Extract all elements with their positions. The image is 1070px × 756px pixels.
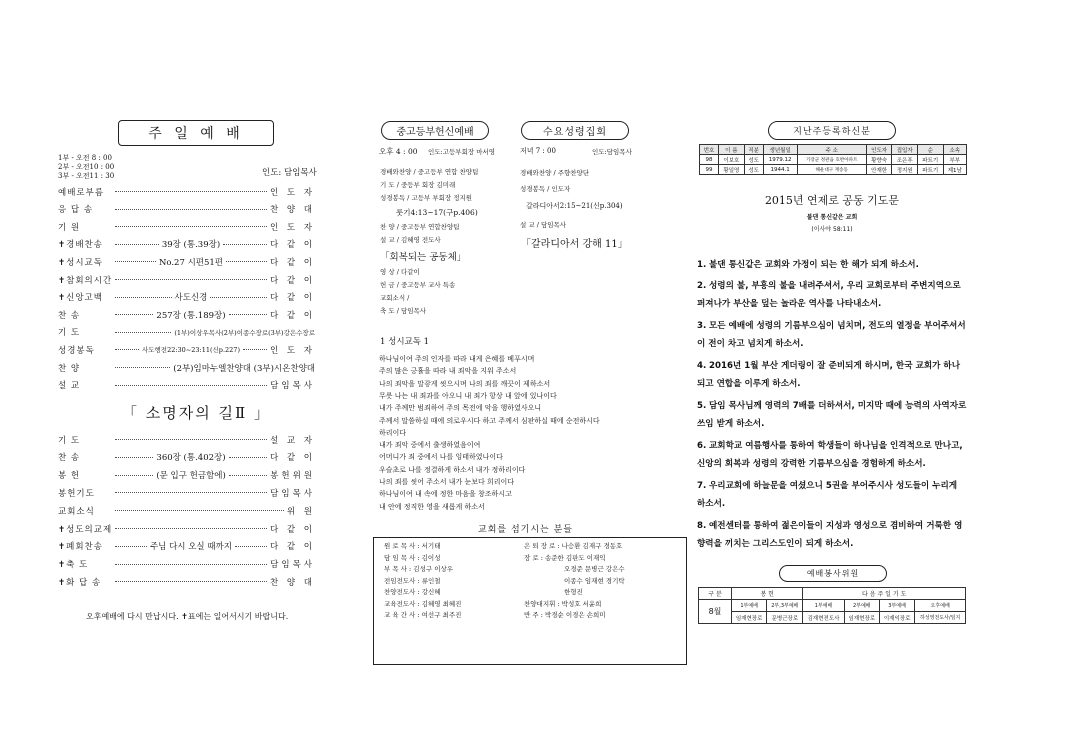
worship-row-detail: No.27 시편51편 xyxy=(158,257,224,268)
staff-entry: 은 퇴 장 로 : 나승환 김재구 경동호 xyxy=(524,542,623,550)
prayer-text: 우리교회에 하늘문을 여셨으니 5권을 부어주시사 성도들이 누리게 하소서. xyxy=(697,481,958,509)
vol-sub: 2부예배 xyxy=(844,600,879,612)
table-row xyxy=(700,155,967,165)
youth-line: 축 도 / 담임목사 xyxy=(380,307,427,315)
new-members-cell: 이보호 xyxy=(719,155,745,165)
vol-month: 8월 xyxy=(699,600,732,624)
worship-row-label: 기 도 xyxy=(58,328,81,339)
worship-row-performer: 인 도 자 xyxy=(269,345,315,356)
left-footer: 오후예배에 다시 만납시다. ✝표에는 일어서시기 바랍니다. xyxy=(86,612,289,621)
youth-line: 성경봉독 / 고등부 부회장 정지원 xyxy=(380,194,473,202)
worship-row-fill xyxy=(112,279,270,280)
vol-sub: 오후예배 xyxy=(915,600,966,612)
vol-sub: 1부예배 xyxy=(803,600,844,612)
worship-row-performer: 다 같 이 xyxy=(269,293,315,304)
worship-row-performer: 담임목사 xyxy=(270,381,315,392)
worship-row xyxy=(58,308,315,321)
volunteers-table xyxy=(698,587,966,624)
worship-row-label: 성경봉독 xyxy=(58,345,95,356)
reading-line: 하나님이여 내 속에 정한 마음을 창조하시고 xyxy=(379,490,512,499)
dot-leader xyxy=(115,581,267,582)
dot-leader xyxy=(115,349,139,350)
worship-row-label: 예배로부름 xyxy=(58,187,105,198)
worship-row-detail: (2부)임마누엘찬양대 (3부)시온찬양대 xyxy=(173,363,315,374)
staff-box xyxy=(373,537,687,665)
dot-leader xyxy=(235,546,267,547)
worship-row-detail: (1부)이상우목사(2부)이종수장로(3부)강은수장로 xyxy=(174,328,315,337)
staff-title: 교회를 섬기시는 분들 xyxy=(478,525,573,535)
new-members-cell: 성도 xyxy=(744,165,763,175)
prayer-text: 담임 목사님께 영력의 7배를 더하셔서, 미지막 때에 능력의 사역자로 쓰임 받게 하소서. xyxy=(697,401,967,429)
responsive-reading-title: 1 성시교독 1 xyxy=(380,337,430,347)
wednesday-line: 경배와찬양 / 주향찬양단 xyxy=(520,169,590,177)
worship-row-label: ✝경배찬송 xyxy=(58,240,103,251)
worship-row xyxy=(58,291,315,304)
worship-row-performer: 다 같 이 xyxy=(269,542,315,553)
prayer-number: 4. xyxy=(697,361,707,371)
new-members-cell: 안재한 xyxy=(866,165,892,175)
reading-line: 내가 주께만 범죄하여 주의 목전에 악을 행하였사오니 xyxy=(379,404,542,413)
worship-row xyxy=(58,185,315,198)
youth-sermon: 「회복되는 공동체」 xyxy=(380,252,467,263)
table-row xyxy=(700,165,967,175)
staff-entry: 원 로 목 사 : 서기태 xyxy=(384,542,441,550)
dot-leader xyxy=(229,475,267,476)
vol-value: 이재익장로 xyxy=(879,612,914,624)
worship-row xyxy=(58,220,315,233)
service-leader: 인도: 담임목사 xyxy=(262,168,317,178)
worship-row-fill xyxy=(112,581,270,582)
dot-leader xyxy=(115,439,267,440)
dot-leader xyxy=(115,385,267,386)
service-times: 1부 - 오전 8 : 00 2부 - 오전10 : 00 3부 - 오전11 : 30 xyxy=(58,154,115,180)
new-members-cell: 성도 xyxy=(744,155,763,165)
prayer-text: 교회학교 여름행사를 통하여 학생들이 하나님을 인격적으로 만나고, 신앙의 회복과 성령의 강력한 기름부으심을 경험하게 하소서. xyxy=(697,441,963,469)
worship-row-fill xyxy=(112,510,287,511)
worship-row-detail: 360장 (통.402장) xyxy=(156,453,226,464)
worship-row xyxy=(58,255,315,268)
dot-leader xyxy=(115,564,267,565)
staff-entry: 담 임 목 사 : 김이성 xyxy=(384,553,441,562)
reading-line: 하리이다 xyxy=(379,428,407,437)
prayer-item xyxy=(697,517,967,553)
worship-row-detail: 257장 (통.189장) xyxy=(156,310,226,321)
worship-row-fill xyxy=(112,439,270,440)
worship-row xyxy=(58,575,315,588)
reading-line: 어머니가 죄 중에서 나를 잉태하였나이다 xyxy=(379,453,503,462)
dot-leader xyxy=(115,191,267,192)
new-members-cell: 1944.1 xyxy=(763,165,797,175)
staff-entry: 전임전도사 : 류인철 xyxy=(384,576,441,585)
worship-row xyxy=(58,558,315,571)
youth-line: 설 교 / 김혜영 전도사 xyxy=(380,236,441,244)
vol-sub: 3부예배 xyxy=(879,600,914,612)
worship-row-fill xyxy=(112,209,270,210)
dot-leader xyxy=(229,314,267,315)
worship-row-performer: 다 같 이 xyxy=(269,453,315,464)
worship-row xyxy=(58,343,315,356)
worship-row-performer: 다 같 이 xyxy=(269,310,315,321)
prayer-text: 불댄 통신같은 교회와 가정이 되는 한 해가 되게 하소서. xyxy=(709,260,919,270)
reading-line: 내 안에 정직한 영을 새롭게 하소서 xyxy=(379,502,485,511)
reading-line: 무릇 나는 내 죄과를 아오니 내 죄가 항상 내 앞에 있나이다 xyxy=(379,391,557,400)
dot-leader xyxy=(115,510,284,511)
worship-row-performer: 다 같 이 xyxy=(269,275,315,286)
worship-row-performer: 다 같 이 xyxy=(269,524,315,535)
new-members-title: 지난주등록하신분 xyxy=(768,121,896,140)
prayer-text: 예전센터를 통하여 젊은이들이 지성과 영성으로 겸비하여 거룩한 영향력을 끼치는 그리스도인이 되게 하소서. xyxy=(697,521,963,549)
youth-line: 룻기4:13~17(구p.406) xyxy=(396,208,478,217)
new-members-header: 순 xyxy=(917,145,943,155)
worship-row-label: 찬 송 xyxy=(58,453,81,464)
prayer-item xyxy=(697,357,967,393)
worship-row-fill xyxy=(112,564,270,565)
dot-leader xyxy=(115,457,153,458)
worship-row-performer: 찬 양 대 xyxy=(269,205,315,216)
worship-row-fill xyxy=(112,328,315,337)
sermon-title: 「 소명자의 길Ⅱ 」 xyxy=(122,404,271,422)
new-members-header: 번호 xyxy=(700,145,719,155)
worship-row-detail: 39장 (통.39장) xyxy=(161,240,221,251)
dot-leader xyxy=(115,297,172,298)
reading-line: 나의 죄를 씻어 주소서 내가 눈보다 희리이다 xyxy=(379,478,515,486)
worship-row-label: ✝축 도 xyxy=(58,560,89,571)
new-members-header: 인도자 xyxy=(866,145,892,155)
new-members-cell: 파트기 xyxy=(917,155,943,165)
prayer-number: 8. xyxy=(697,521,707,531)
vol-header: 봉 헌 xyxy=(732,588,803,600)
new-members-cell: 조은푸 xyxy=(892,155,918,165)
worship-row-detail: (문 입구 헌금함에) xyxy=(156,471,226,482)
worship-row xyxy=(58,469,315,482)
dot-leader xyxy=(115,279,267,280)
worship-row-label: ✝성시교독 xyxy=(58,257,103,268)
worship-row-fill xyxy=(112,309,270,321)
wednesday-line: 성경봉독 / 인도자 xyxy=(520,185,571,193)
prayer-item xyxy=(697,256,967,274)
staff-entry: 반 주 : 박경순 이경은 손희미 xyxy=(524,611,606,619)
new-members-cell: 1979.12 xyxy=(763,155,797,165)
reading-line: 주께서 말씀하실 때에 의로우시다 하고 주께서 심판하실 때에 순전하시다 xyxy=(379,416,600,425)
worship-row xyxy=(58,361,315,374)
youth-line: 교회소식 / xyxy=(380,294,410,302)
staff-entry: 이종수 임재현 경기탁 xyxy=(564,576,625,585)
worship-row-fill xyxy=(112,469,270,481)
worship-row xyxy=(58,203,315,216)
prayer-subtitle: 불댄 통신같은 교회 xyxy=(806,214,858,221)
new-members-table xyxy=(699,144,967,175)
new-members-header: 생년월일 xyxy=(763,145,797,155)
wednesday-sermon: 「갈라디아서 강해 11」 xyxy=(521,239,628,250)
dot-leader xyxy=(226,261,267,262)
dot-leader xyxy=(229,457,267,458)
dot-leader xyxy=(115,475,153,476)
worship-row-performer: 찬 양 대 xyxy=(269,577,315,588)
dot-leader xyxy=(115,528,267,529)
worship-row-label: 기 도 xyxy=(58,435,81,446)
staff-entry: 교육전도사 : 김혜영 최혜진 xyxy=(384,599,462,608)
worship-row-performer: 봉헌위원 xyxy=(270,471,315,482)
worship-row-fill xyxy=(112,345,270,354)
new-members-cell: 99 xyxy=(700,165,719,175)
worship-row-fill xyxy=(112,492,270,493)
dot-leader xyxy=(115,314,153,315)
worship-row-detail: 사도행전22:30~23:11(신p.227) xyxy=(141,346,240,355)
worship-row-fill xyxy=(112,238,270,250)
staff-entry: 찬양전도사 : 강신혜 xyxy=(384,588,441,596)
worship-row-performer: 설 교 자 xyxy=(269,435,315,446)
new-members-cell: 기장군 정관읍 호반아파트 xyxy=(797,155,866,165)
worship-row-fill xyxy=(112,540,270,552)
vol-value: 임재현장로 xyxy=(844,612,879,624)
dot-leader xyxy=(115,492,267,493)
worship-row xyxy=(58,540,315,553)
prayer-item xyxy=(697,437,967,473)
prayer-verse: (이사야 58:11) xyxy=(811,226,853,233)
dot-leader xyxy=(115,209,267,210)
dot-leader xyxy=(115,332,171,333)
worship-row-label: 교회소식 xyxy=(58,506,95,517)
worship-row xyxy=(58,326,315,339)
youth-leader: 인도:고등부회장 마서영 xyxy=(428,148,496,156)
worship-row-detail: 주님 다시 오실 때까지 xyxy=(149,542,232,553)
staff-entry: 부 목 사 : 김성구 이상우 xyxy=(384,565,454,573)
youth-time: 오후 4 : 00 xyxy=(379,147,418,156)
prayer-number: 2. xyxy=(697,281,707,291)
worship-row-fill xyxy=(112,451,270,463)
wednesday-leader: 인도:담임목사 xyxy=(592,148,632,156)
dot-leader xyxy=(115,367,170,368)
vol-value: 임재현장로 xyxy=(732,612,767,624)
prayer-number: 6. xyxy=(697,441,707,451)
prayer-item xyxy=(697,277,967,313)
staff-entry: 교 육 간 사 : 여선구 최주진 xyxy=(384,611,462,619)
new-members-cell: 98 xyxy=(700,155,719,165)
worship-row-performer: 담임목사 xyxy=(270,560,315,571)
dot-leader xyxy=(115,261,156,262)
worship-row-label: 찬 송 xyxy=(58,310,81,321)
worship-row xyxy=(58,522,315,535)
worship-row xyxy=(58,379,315,392)
dot-leader xyxy=(210,297,267,298)
worship-row xyxy=(58,273,315,286)
worship-row-label: 봉 헌 xyxy=(58,471,81,482)
vol-sub: 2부,3부예배 xyxy=(767,600,803,612)
worship-row-label: 기 원 xyxy=(58,222,81,233)
worship-row-fill xyxy=(112,291,270,303)
volunteers-title: 예배봉사위원 xyxy=(779,565,887,582)
prayer-number: 1. xyxy=(697,260,707,270)
worship-row-fill xyxy=(112,385,270,386)
worship-row-label: ✝폐회찬송 xyxy=(58,542,103,553)
vol-value: 문병근장로 xyxy=(767,612,803,624)
staff-entry: 찬양대지휘 : 박성호 서윤희 xyxy=(524,599,602,608)
staff-entry: 장 로 : 송준한 김판도 이재익 xyxy=(524,553,606,562)
worship-row-performer: 위 원 xyxy=(286,506,315,517)
new-members-cell: 부부 xyxy=(943,155,966,165)
new-members-header: 소속 xyxy=(943,145,966,155)
new-members-cell: 황향숙 xyxy=(866,155,892,165)
prayer-number: 5. xyxy=(697,401,707,411)
new-members-cell: 황일영 xyxy=(719,165,745,175)
vol-value: 하성영전도사/임지 xyxy=(915,612,966,624)
worship-row-label: ✝참회의시간 xyxy=(58,275,113,286)
prayer-item xyxy=(697,477,967,513)
worship-row-label: ✝신앙고백 xyxy=(58,293,103,304)
vol-value: 김재현전도사 xyxy=(803,612,844,624)
prayer-text: 성령의 불, 부흥의 불을 내려주셔서, 우리 교회로부터 주변지역으로 퍼져나가 부산을 덮는 놀라운 역사를 나타내소서. xyxy=(697,281,961,309)
new-members-header: 직분 xyxy=(744,145,763,155)
prayer-title: 2015년 연제로 공동 기도문 xyxy=(764,194,900,207)
prayer-text: 2016년 1월 부산 게더링이 잘 준비되게 하시며, 한국 교회가 하나되고 연합을 이루게 하소서. xyxy=(697,361,961,389)
worship-row-label: ✝화 답 송 xyxy=(58,577,102,588)
worship-row-detail: 사도신경 xyxy=(174,293,208,304)
reading-line: 나의 죄악을 말갛게 씻으시며 나의 죄를 깨끗이 제하소서 xyxy=(379,379,551,388)
prayer-number: 7. xyxy=(697,481,707,491)
worship-row xyxy=(58,238,315,251)
worship-row xyxy=(58,451,315,464)
worship-row-fill xyxy=(112,191,270,192)
vol-sub: 1부예배 xyxy=(732,600,767,612)
prayer-number: 3. xyxy=(697,321,707,331)
wednesday-service-title: 수요성령집회 xyxy=(521,121,629,140)
worship-row xyxy=(58,504,315,517)
reading-line: 하나님이여 주의 인자를 따라 내게 은혜를 베푸시며 xyxy=(379,355,535,363)
main-service-title: 주 일 예 배 xyxy=(118,120,274,146)
youth-line: 경배와찬양 / 중고등부 연합 찬양팀 xyxy=(380,168,479,176)
worship-row-performer: 다 같 이 xyxy=(269,257,315,268)
worship-row-fill xyxy=(112,226,270,227)
new-members-cell: 파트기 xyxy=(917,165,943,175)
reading-line: 내가 죄악 중에서 출생하였음이여 xyxy=(379,441,481,450)
worship-row-fill xyxy=(112,362,315,374)
worship-row-performer: 인 도 자 xyxy=(269,187,315,198)
worship-row-performer: 다 같 이 xyxy=(269,240,315,251)
wednesday-line: 설 교 / 담임목사 xyxy=(520,221,567,229)
vol-header: 다 음 주 일 기 도 xyxy=(803,588,966,600)
vol-header: 구 분 xyxy=(699,588,732,600)
staff-entry: 한형진 xyxy=(564,588,583,596)
new-members-header: 집입자 xyxy=(892,145,918,155)
reading-line: 우슬초로 나를 정결하게 하소서 내가 정하리이다 xyxy=(379,465,526,474)
worship-row-performer: 담임목사 xyxy=(270,488,315,499)
dot-leader xyxy=(223,244,267,245)
worship-row-fill xyxy=(112,528,270,529)
youth-line: 영 상 / 다같이 xyxy=(380,268,420,276)
youth-line: 헌 금 / 중고등부 교사 특송 xyxy=(380,281,456,289)
new-members-cell: 정지원 xyxy=(892,165,918,175)
worship-row-performer: 인 도 자 xyxy=(269,222,315,233)
wednesday-time: 저녁 7 : 00 xyxy=(520,147,556,155)
dot-leader xyxy=(115,546,147,547)
dot-leader xyxy=(115,226,267,227)
reading-line: 주의 많은 긍휼을 따라 내 죄악을 지워 주소서 xyxy=(379,367,517,376)
worship-row-label: 찬 양 xyxy=(58,363,81,374)
new-members-header: 이 름 xyxy=(719,145,745,155)
dot-leader xyxy=(115,244,159,245)
staff-entry: 오경준 문병근 강은수 xyxy=(564,565,625,573)
youth-line: 기 도 / 중등부 회장 김미래 xyxy=(380,181,456,189)
worship-row-label: 설 교 xyxy=(58,381,81,392)
dot-leader xyxy=(243,349,267,350)
wednesday-line: 갈라디아서2:15~21(신p.304) xyxy=(526,202,623,210)
worship-row-fill xyxy=(112,256,270,268)
worship-row-label: ✝성도의교제 xyxy=(58,524,113,535)
new-members-header: 주 소 xyxy=(797,145,866,155)
new-members-cell: 제1남 xyxy=(943,165,966,175)
youth-service-title: 중고등부헌신예배 xyxy=(381,121,489,140)
worship-row xyxy=(58,486,315,499)
worship-row-label: 응 답 송 xyxy=(58,205,94,216)
prayer-item xyxy=(697,317,967,353)
new-members-cell: 해운대구 재송동 xyxy=(797,165,866,175)
worship-row xyxy=(58,433,315,446)
prayer-item xyxy=(697,397,967,433)
prayer-text: 모든 예배에 성령의 기름부으심이 넘치며, 전도의 열정을 부어주셔서 이 전이 차고 넘치게 하소서. xyxy=(697,321,966,349)
worship-row-label: 봉헌기도 xyxy=(58,488,95,499)
youth-line: 찬 양 / 중고등부 연합찬양팀 xyxy=(380,223,460,231)
